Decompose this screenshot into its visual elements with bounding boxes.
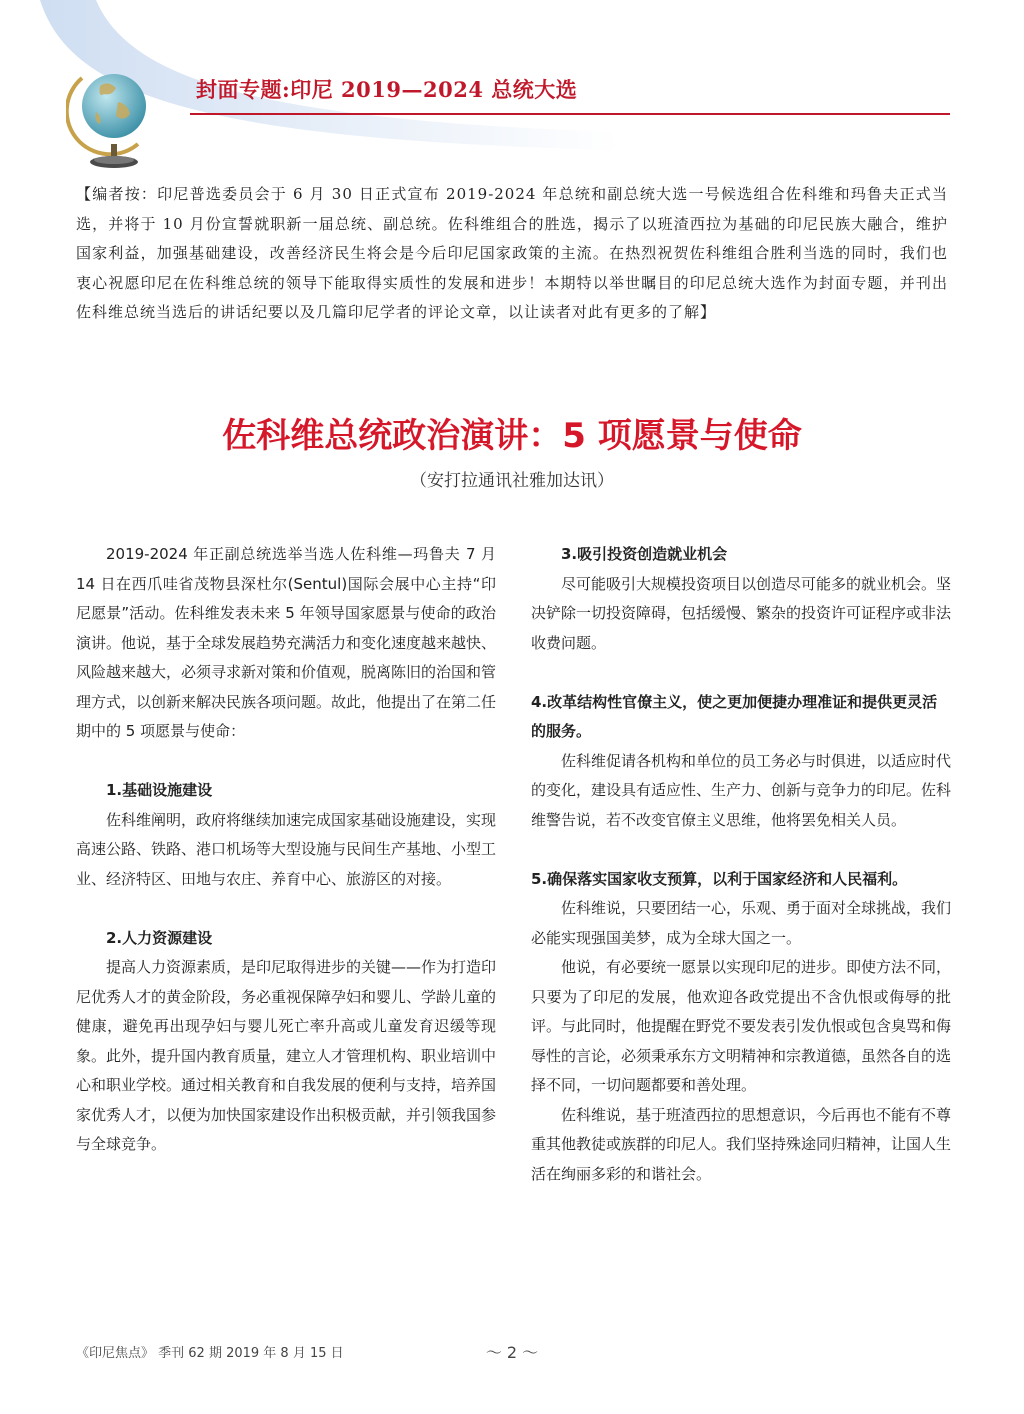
article-subtitle: （安打拉通讯社雅加达讯）: [410, 471, 614, 491]
left-column: [76, 540, 496, 1160]
page-number: ～ 2 ～: [485, 1343, 539, 1362]
section-heading-3: 3.吸引投资创造就业机会: [561, 545, 728, 563]
header-rule: [190, 113, 950, 115]
footer-journal-info: 《印尼焦点》 季刊 62 期 2019 年 8 月 15 日: [76, 1346, 344, 1361]
spacer: [76, 894, 496, 924]
globe-icon: [66, 60, 162, 172]
section-heading-4: 4.改革结构性官僚主义，使之更加便捷办理准证和提供更灵活的服务。: [531, 692, 938, 740]
section-body-5a: 佐科维说，只要团结一心，乐观、勇于面对全球挑战，我们必能实现强国美梦，成为全球大国之一。: [531, 899, 952, 947]
header-title: 封面专题:印尼 2019—2024 总统大选: [196, 77, 578, 102]
section-body-4: 佐科维促请各机构和单位的员工务必与时俱进，以适应时代的变化，建设具有适应性、生产力、创新与竞争力的印尼。佐科维警告说，若不改变官僚主义思维，他将罢免相关人员。: [531, 751, 952, 829]
spacer: [76, 747, 496, 777]
section-heading-1: 1.基础设施建设: [106, 781, 213, 799]
article-title: 佐科维总统政治演讲：5 项愿景与使命: [222, 416, 802, 456]
section-body-2: 提高人力资源素质，是印尼取得进步的关键——作为打造印尼优秀人才的黄金阶段，务必重视保障孕妇和婴儿、学龄儿童的健康，避免再出现孕妇与婴儿死亡率升高或儿童发育迟缓等现象。此外，提升国内教育质量，建立人才管理机构、职业培训中心和职业学校。通过相关教育和自我发展的便利与支持，培养国家优秀人才，以便为加快国家建设作出积极贡献，并引领我国参与全球竞争。: [76, 958, 497, 1153]
right-column: [531, 540, 951, 1189]
section-body-3: 尽可能吸引大规模投资项目以创造尽可能多的就业机会。坚决铲除一切投资障碍，包括缓慢、繁杂的投资许可证程序或非法收费问题。: [531, 574, 952, 652]
spacer: [531, 835, 951, 865]
section-body-5b: 他说，有必要统一愿景以实现印尼的进步。即使方法不同，只要为了印尼的发展，他欢迎各政党提出不含仇恨或侮辱的批评。与此同时，他提醒在野党不要发表引发仇恨或包含臭骂和侮辱性的言论，必须秉承东方文明精神和宗教道德，虽然各自的选择不同，一切问题都要和善处理。: [531, 958, 952, 1094]
spacer: [531, 658, 951, 688]
section-heading-5: 5.确保落实国家收支预算，以利于国家经济和人民福利。: [531, 869, 908, 888]
editor-note: 【编者按：印尼普选委员会于 6 月 30 日正式宣布 2019-2024 年总统和副总统大选一号候选组合佐科维和玛鲁夫正式当选，并将于 10 月份宣誓就职新一届总统、副总统。佐科维组合的胜选，揭示了以班渣西拉为基础的印尼民族大融合，维护国家利益，加强基础建设，改善经济民生将会是今后印尼国家政策的主流。在热烈祝贺佐科维组合胜利当选的同时，我们也衷心祝愿印尼在佐科维总统的领导下能取得实质性的发展和进步！本期特以举世瞩目的印尼总统大选作为封面专题，并刊出佐科维总统当选后的讲话纪要以及几篇印尼学者的评论文章，以让读者对此有更多的了解】: [76, 185, 948, 321]
section-heading-2: 2.人力资源建设: [106, 928, 213, 947]
section-body-1: 佐科维阐明，政府将继续加速完成国家基础设施建设，实现高速公路、铁路、港口机场等大型设施与民间生产基地、小型工业、经济特区、田地与农庄、养育中心、旅游区的对接。: [76, 810, 497, 888]
article-intro: 2019-2024 年正副总统选举当选人佐科维—玛鲁夫 7 月 14 日在西爪哇省茂物县深杜尔(Sentul)国际会展中心主持“印尼愿景”活动。佐科维发表未来 5 年领导国家愿景与使命的政治演讲。他说，基于全球发展趋势充满活力和变化速度越来越快、风险越来越大，必须寻求新对策和价值观，脱离陈旧的治国和管理方式，以创新来解决民族各项问题。故此，他提出了在第二任期中的 5 项愿景与使命：: [76, 545, 497, 740]
section-body-5c: 佐科维说，基于班渣西拉的思想意识，今后再也不能有不尊重其他教徒或族群的印尼人。我们坚持殊途同归精神，让国人生活在绚丽多彩的和谐社会。: [531, 1105, 952, 1183]
